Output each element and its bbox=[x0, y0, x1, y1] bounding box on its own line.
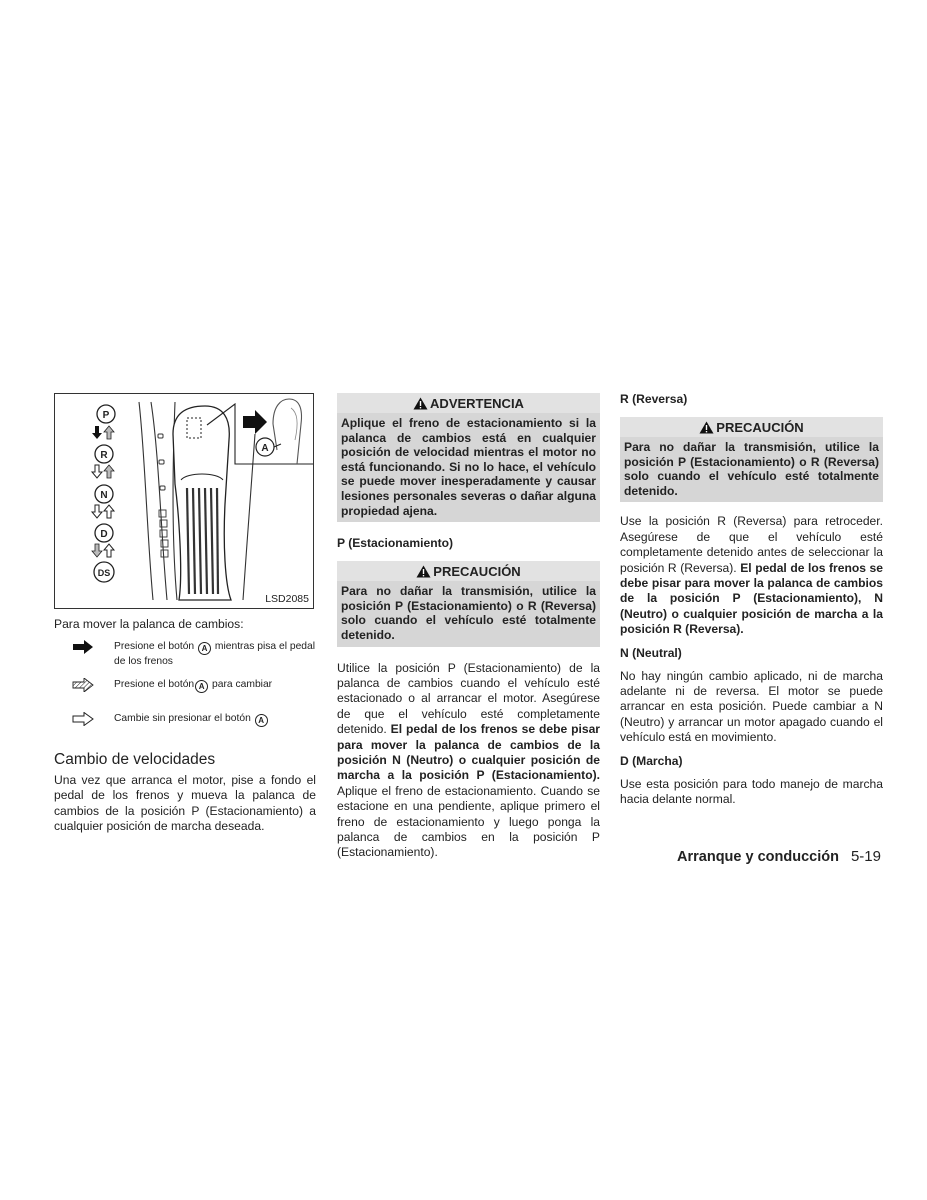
legend bbox=[54, 640, 316, 731]
p-body: Utilice la posición P (Estacionamiento) de la palanca de cambios cuando el vehículo esté estacionado o al arrancar el motor. Asegúrese de que el vehículo esté completamente detenido. El pedal de los frenos se debe pisar para mover la palanca de cambios de la posición N (Neutro) o cualquier posición de marcha a la posición P (Estacionamiento). Aplique el freno de estacionamiento. Cuando se estacione en una pendiente, aplique primero el freno de estacionamiento y luego ponga la palanca de cambios en la posición P (Estacionamiento). bbox=[337, 660, 600, 860]
legend-item: Presione el botón A mientras pisa el pedal de los frenos bbox=[54, 640, 316, 674]
warning-icon bbox=[699, 421, 714, 434]
page-number: 5-19 bbox=[850, 848, 881, 865]
footer-title: Arranque y conducción bbox=[677, 849, 839, 865]
hatched-arrow-icon bbox=[54, 678, 114, 697]
column-1 bbox=[54, 393, 316, 835]
n-body: No hay ningún cambio aplicado, ni de marcha adelante ni de reversa. El motor se puede arrancar en esta posición. Puede cambiar a N (Neutro) y arrancar un motor apagado cuando el vehículo está en movimiento. bbox=[620, 668, 883, 745]
p-heading: P (Estacionamiento) bbox=[337, 536, 454, 551]
pos-d-text: D bbox=[100, 529, 108, 540]
figure-code: LSD2085 bbox=[265, 593, 309, 605]
pos-r-text: R bbox=[100, 450, 108, 461]
column-2 bbox=[337, 393, 600, 861]
shift-lever-figure bbox=[54, 393, 314, 609]
page-footer bbox=[677, 848, 881, 865]
pos-ds-text: DS bbox=[97, 568, 111, 578]
legend-item: Presione el botón A para cambiar bbox=[54, 674, 316, 712]
legend-item: Cambie sin presionar el botón A bbox=[54, 712, 316, 731]
d-heading: D (Marcha) bbox=[620, 753, 683, 768]
caution-box bbox=[337, 561, 600, 646]
r-body: Use la posición R (Reversa) para retroceder. Asegúrese de que el vehículo esté completamente detenido antes de seleccionar la posición R (Reversa). El pedal de los frenos se debe pisar para mover la palanca de cambios de la posición P (Estacionamiento), N (Neutro) o cualquier posición de marcha a la posición R (Reversa). bbox=[620, 514, 883, 637]
pos-n-text: N bbox=[100, 490, 108, 501]
button-a-label: A bbox=[261, 443, 269, 454]
caution-text: Para no dañar la transmisión, utilice la posición P (Estacionamiento) o R (Reversa) solo cuando el vehículo esté totalmente detenido. bbox=[620, 437, 883, 502]
column-3 bbox=[620, 393, 883, 807]
caution-header bbox=[337, 561, 600, 581]
warning-icon bbox=[416, 565, 431, 578]
caution-box bbox=[620, 417, 883, 502]
r-heading: R (Reversa) bbox=[620, 392, 688, 406]
body-text: Una vez que arranca el motor, pise a fondo el pedal de los frenos y mueva la palanca de cambios de la posición P (Estacionamiento) a cualquier posición de marcha deseada. bbox=[54, 773, 316, 834]
warning-icon bbox=[413, 397, 428, 410]
n-heading: N (Neutral) bbox=[620, 645, 682, 660]
section-heading: Cambio de velocidades bbox=[54, 751, 216, 768]
d-body: Use esta posición para todo manejo de marcha hacia delante normal. bbox=[620, 776, 883, 807]
warning-header bbox=[337, 393, 600, 413]
caution-text: Para no dañar la transmisión, utilice la posición P (Estacionamiento) o R (Reversa) solo cuando el vehículo esté totalmente detenido. bbox=[337, 581, 600, 646]
outline-arrow-icon bbox=[54, 712, 114, 731]
warning-title: ADVERTENCIA bbox=[430, 395, 524, 411]
solid-arrow-icon bbox=[54, 640, 114, 659]
caution-title: PRECAUCIÓN bbox=[433, 563, 521, 579]
warning-text: Aplique el freno de estacionamiento si la palanca de cambios está en cualquier posición de velocidad mientras el motor no está funcionando. Si no lo hace, el vehículo se puede mover inesperadamente y causar lesiones personales severas o dañar alguna propiedad ajena. bbox=[337, 413, 600, 522]
pos-p-text: P bbox=[102, 410, 110, 421]
caution-title: PRECAUCIÓN bbox=[716, 419, 804, 435]
shift-lever-illustration bbox=[55, 394, 313, 608]
figure-caption: Para mover la palanca de cambios: bbox=[54, 617, 244, 631]
warning-box bbox=[337, 393, 600, 522]
caution-header bbox=[620, 417, 883, 437]
